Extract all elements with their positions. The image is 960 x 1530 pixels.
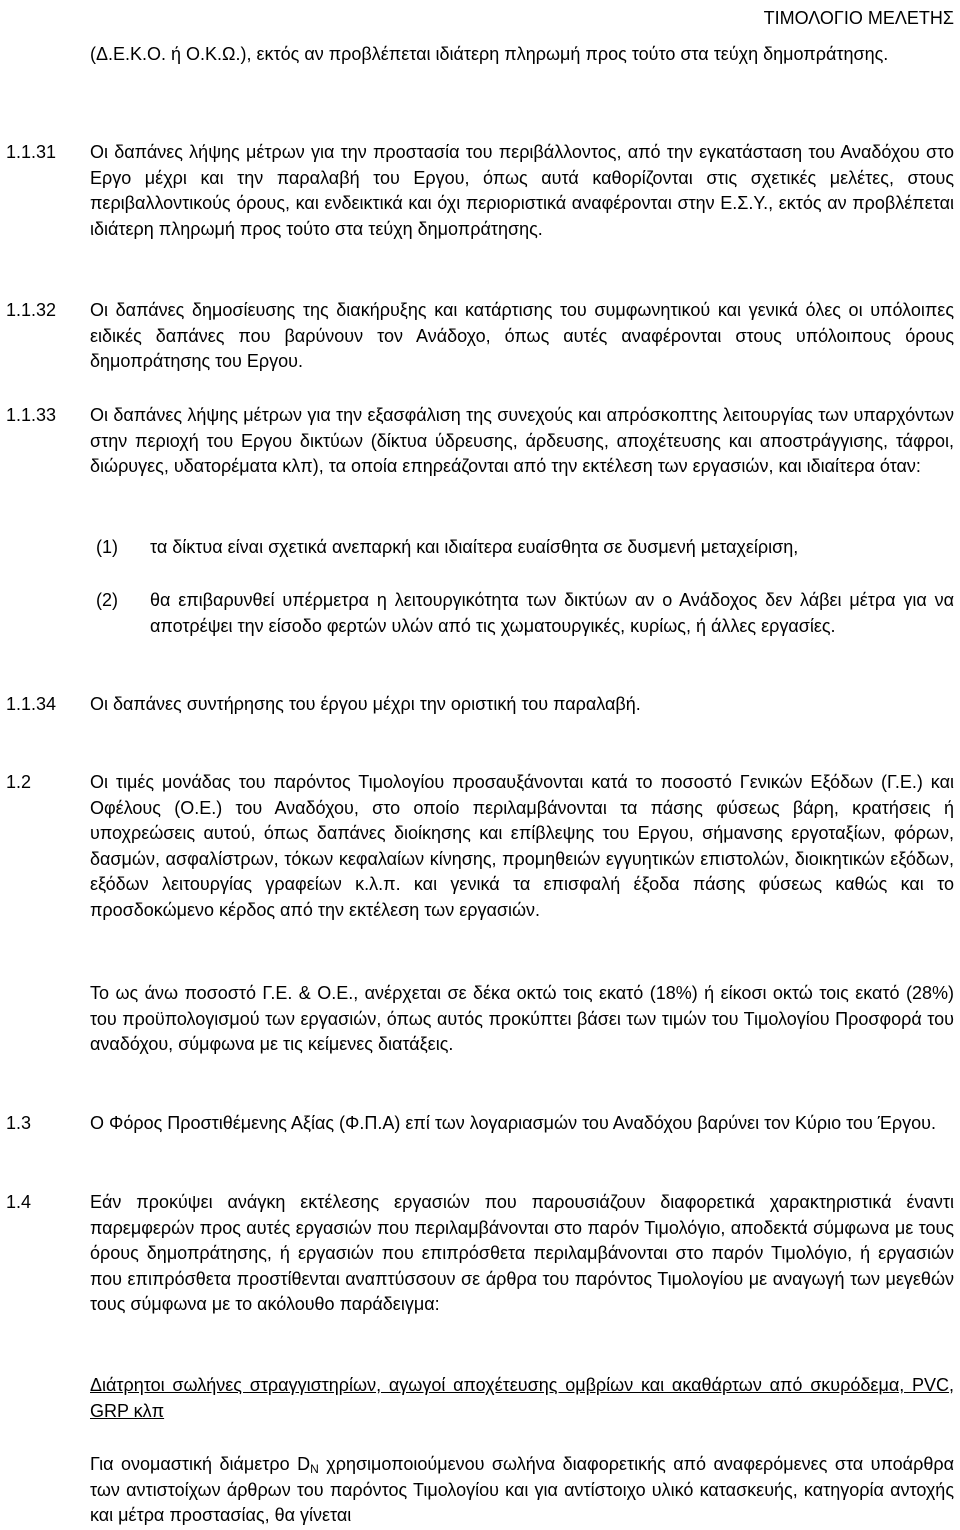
example-body-post: χρησιμοποιούμενου σωλήνα διαφορετικής από αναφερόμενες στα υποάρθρα των αντιστοίχων άρθρων του παρόντος Τιμολογίου και για αντίστοιχο υλικό κατασκευής, κατηγορία αντοχής και μέτρα προστασίας, θα γίνεται [90, 1454, 954, 1525]
clause-number: 1.4 [6, 1192, 32, 1212]
example-body-pre: Για ονομαστική διάμετρο D [90, 1454, 311, 1474]
list-item-number: (1) [96, 537, 118, 557]
document-header: ΤΙΜΟΛΟΓΙΟ ΜΕΛΕΤΗΣ [763, 8, 954, 28]
list-item-1 [6, 535, 954, 561]
clause-1-2 [6, 770, 954, 923]
clause-text: Ο Φόρος Προστιθέμενης Αξίας (Φ.Π.Α) επί των λογαριασμών του Αναδόχου βαρύνει τον Κύριο του Έργου. [90, 1113, 936, 1133]
example-heading-text: Διάτρητοι σωλήνες στραγγιστηρίων, αγωγοί αποχέτευσης ομβρίων και ακαθάρτων από σκυρόδεμα, PVC, GRP κλπ [90, 1375, 954, 1421]
example-body-text [90, 1452, 954, 1529]
intro-paragraph [6, 42, 954, 68]
diameter-subscript: N [310, 1462, 319, 1476]
clause-1-4 [6, 1190, 954, 1318]
list-item-2 [6, 588, 954, 639]
clause-text: Οι δαπάνες δημοσίευσης της διακήρυξης και κατάρτισης του συμφωνητικού και γενικά όλες οι υπόλοιπες ειδικές δαπάνες που βαρύνουν τον Ανάδοχο, όπως αυτές αναφέρονται στους υπόλοιπους όρους δημοπράτησης του Εργου. [90, 300, 954, 371]
clause-text: Το ως άνω ποσοστό Γ.Ε. & Ο.Ε., ανέρχεται σε δέκα οκτώ τοις εκατό (18%) ή είκοσι οκτώ τοις εκατό (28%) του προϋπολογισμού των εργασιών, όπως αυτός προκύπτει βάσει των τιμών του Τιμολογίου Προσφορά του αναδόχου, σύμφωνα με τις κείμενες διατάξεις. [90, 983, 954, 1054]
clause-1-1-33 [6, 403, 954, 480]
list-item-number: (2) [96, 590, 118, 610]
example-body [6, 1452, 954, 1529]
clause-text: Οι δαπάνες λήψης μέτρων για την εξασφάλιση της συνεχούς και απρόσκοπτης λειτουργίας των υπαρχόντων στην περιοχή του Εργου δικτύων (δίκτυα ύδρευσης, άρδευσης, αποχέτευσης και αποστράγγισης, τάφροι, διώρυγες, υδατορέματα κλπ), τα οποία επηρεάζονται από την εκτέλεση των εργασιών, και ιδιαίτερα όταν: [90, 405, 954, 476]
list-item-text: τα δίκτυα είναι σχετικά ανεπαρκή και ιδιαίτερα ευαίσθητα σε δυσμενή μεταχείριση, [150, 537, 799, 557]
clause-number: 1.1.33 [6, 405, 57, 425]
clause-1-1-31 [6, 140, 954, 242]
clause-1-1-32 [6, 298, 954, 375]
clause-number: 1.1.32 [6, 300, 57, 320]
clause-text: Εάν προκύψει ανάγκη εκτέλεσης εργασιών που παρουσιάζουν διαφορετικά χαρακτηριστικά έναντι παρεμφερών προς αυτές εργασιών που περιλαμβάνονται στο παρόν Τιμολόγιο, αποδεκτά σύμφωνα με τους όρους δημοπράτησης, ή εργασιών που επιπρόσθετα περιλαμβάνονται στο παρόν Τιμολόγιο, ή εργασιών που επιπρόσθετα προστίθενται αναπτύσσουν σε άρθρα του παρόντος Τιμολογίου με αναγωγή των μεγεθών τους σύμφωνα με το ακόλουθο παράδειγμα: [90, 1192, 954, 1314]
example-heading [6, 1373, 954, 1424]
clause-text: Οι δαπάνες συντήρησης του έργου μέχρι την οριστική του παραλαβή. [90, 694, 641, 714]
clause-number: 1.2 [6, 772, 32, 792]
clause-number: 1.3 [6, 1113, 32, 1133]
intro-text: (Δ.Ε.Κ.Ο. ή Ο.Κ.Ω.), εκτός αν προβλέπεται ιδιάτερη πληρωμή προς τούτο στα τεύχη δημοπράτησης. [90, 44, 889, 64]
clause-1-3 [6, 1111, 954, 1137]
list-item-text: θα επιβαρυνθεί υπέρμετρα η λειτουργικότητα των δικτύων αν ο Ανάδοχος δεν λάβει μέτρα για να αποτρέψει την είσοδο φερτών υλών από τις χωματουργικές, κυρίως, ή άλλες εργασίες. [150, 590, 954, 636]
clause-text: Οι δαπάνες λήψης μέτρων για την προστασία του περιβάλλοντος, από την εγκατάσταση του Αναδόχου στο Εργο μέχρι και την παραλαβή του Εργου, όπως αυτά καθορίζονται στις σχετικές μελέτες, στους περιβαλλοντικούς όρους, και ενδεικτικά και όχι περιοριστικά αναφέρονται στην Ε.Σ.Υ., εκτός αν προβλέπεται ιδιάτερη πληρωμή προς τούτο στα τεύχη δημοπράτησης. [90, 142, 954, 239]
clause-number: 1.1.31 [6, 142, 57, 162]
clause-1-1-34 [6, 692, 954, 718]
clause-1-2-percentage [6, 981, 954, 1058]
clause-number: 1.1.34 [6, 694, 57, 714]
clause-text: Οι τιμές μονάδας του παρόντος Τιμολογίου προσαυξάνονται κατά το ποσοστό Γενικών Εξόδων (Γ.Ε.) και Οφέλους (Ο.Ε.) του Αναδόχου, στο οποίο περιλαμβάνονται τα πάσης φύσεως βάρη, κρατήσεις ή υποχρεώσεις αυτού, όπως δαπάνες διοίκησης και επίβλεψης του Εργου, σήμανσης εργοταξίων, φόρων, δασμών, ασφαλίστρων, τόκων κεφαλαίων κίνησης, προμηθειών εγγυητικών επιστολών, διοικητικών εξόδων, εξόδων λειτουργίας γραφείων κ.λ.π. και γενικά τα επισφαλή έξοδα πάσης φύσεως καθώς και το προσδοκώμενο κέρδος από την εκτέλεση των εργασιών. [90, 772, 954, 920]
